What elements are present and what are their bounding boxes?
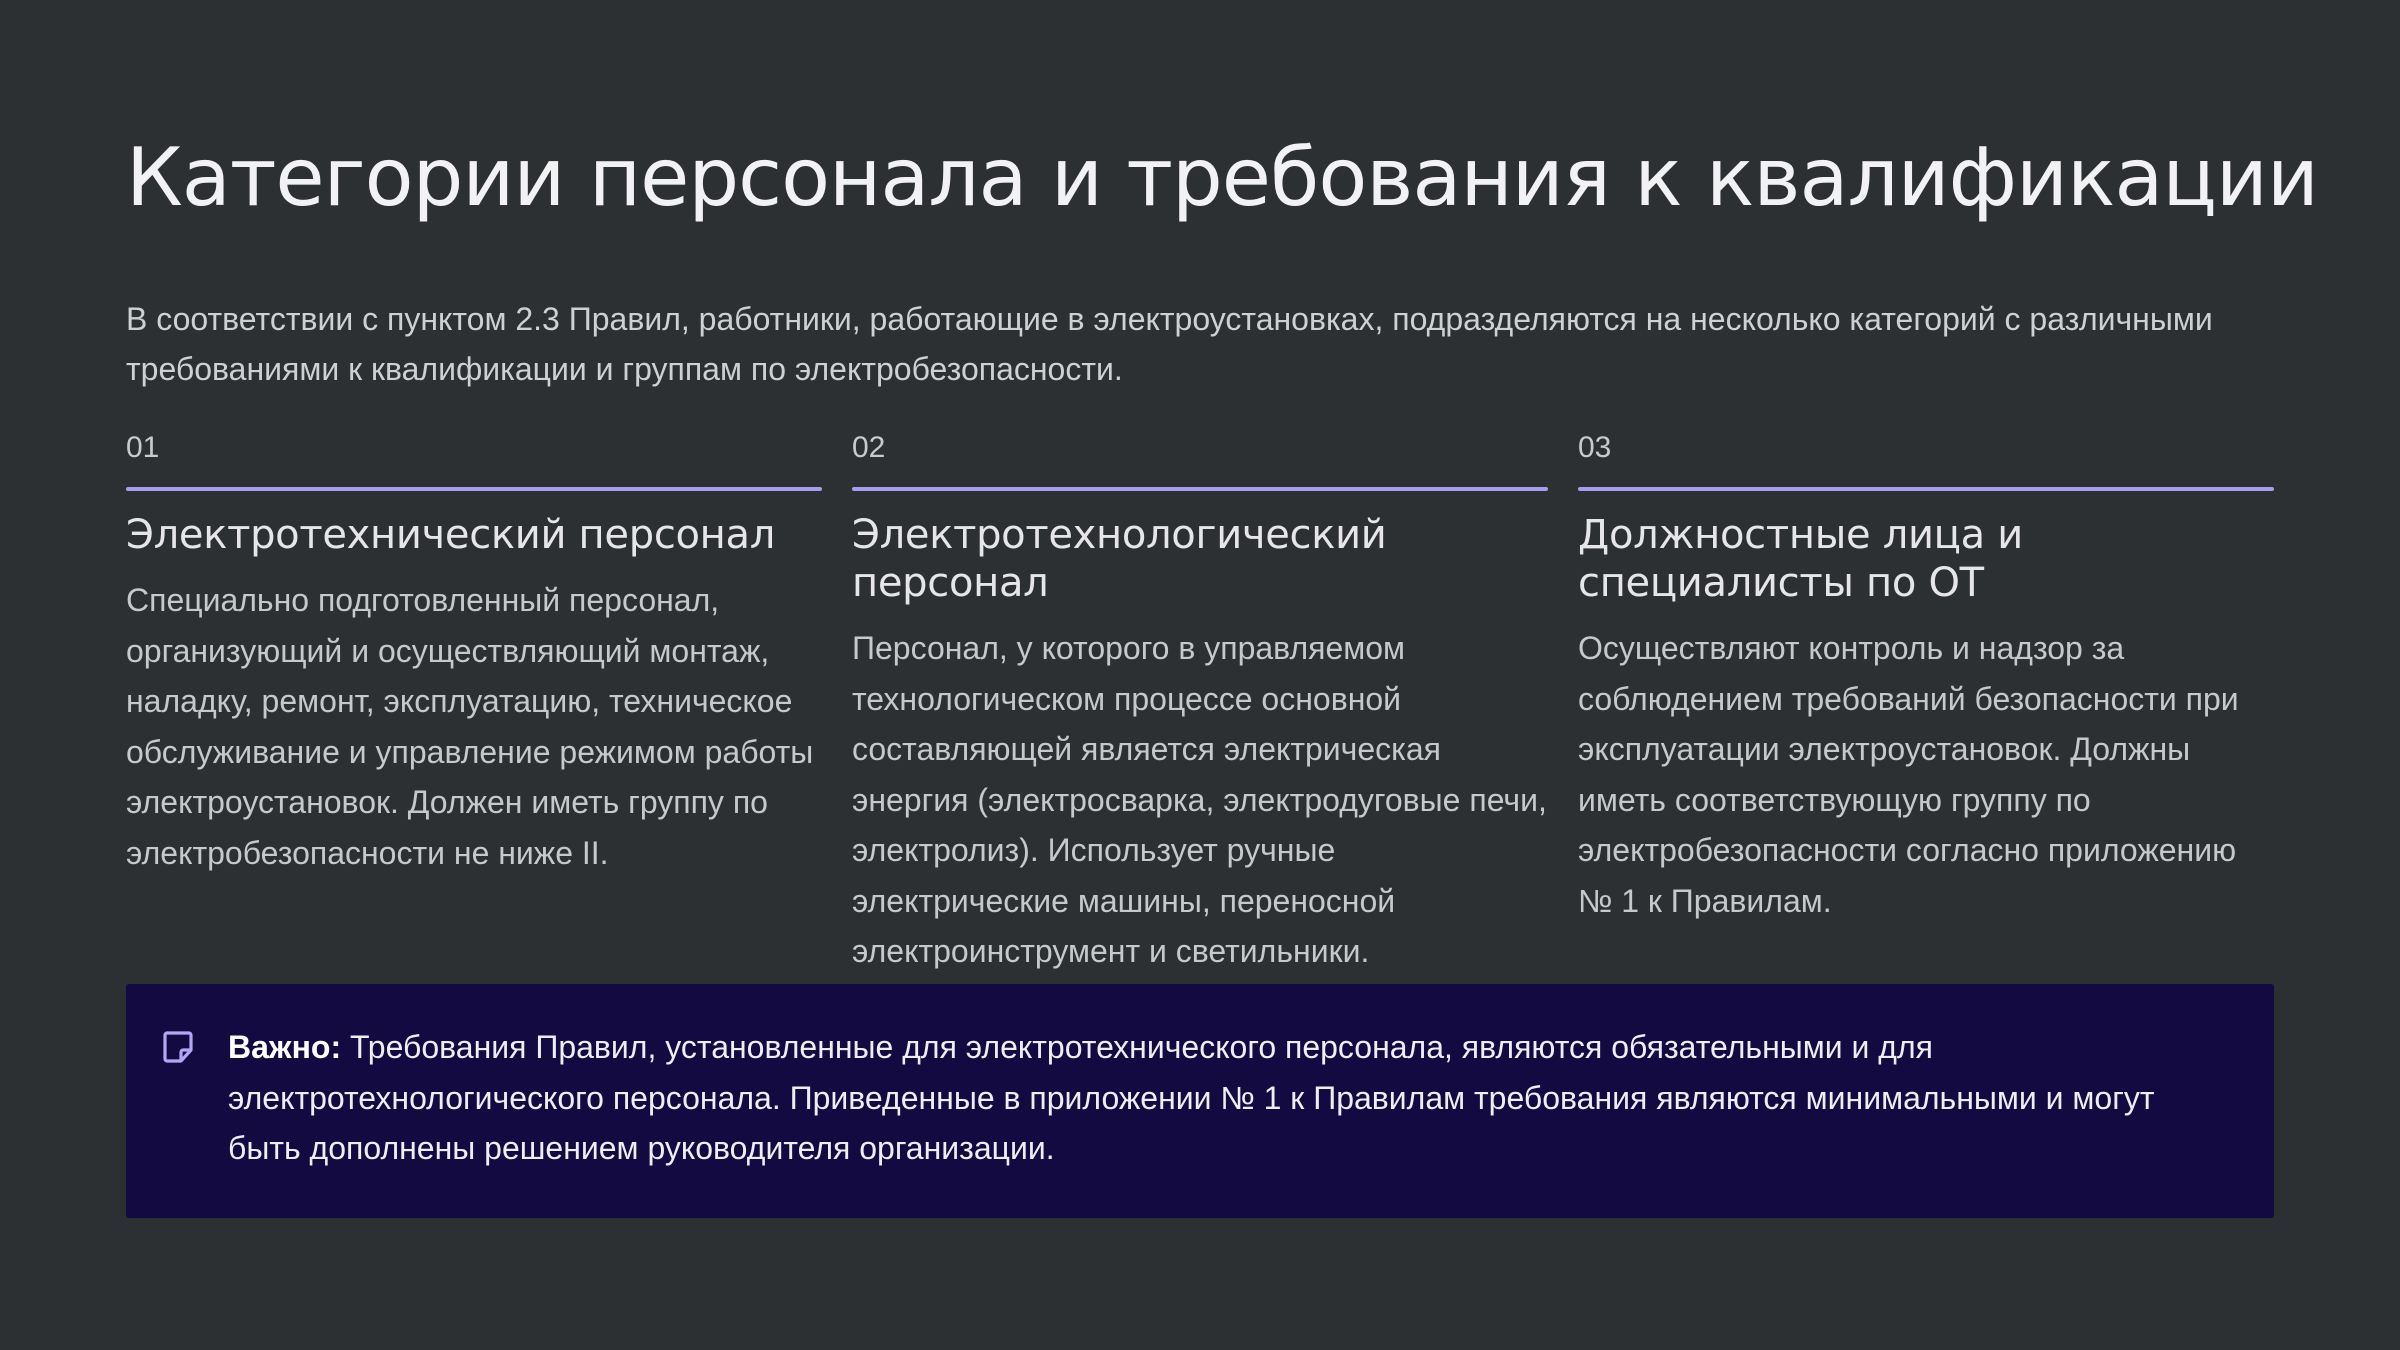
category-title: Электротехнический персонал [126, 512, 776, 558]
note-body: Требования Правил, установленные для электротехнического персонала, являются обязательными и для электротехнологического персонала. Приведенные в приложении № 1 к Правилам требования являются минимальными и могут быть дополнены решением руководителя организации. [228, 1029, 2155, 1166]
note-label: Важно: [228, 1029, 342, 1065]
category-description: Специально подготовленный персонал, организующий и осуществляющий монтаж, наладку, ремонт, эксплуатацию, техническое обслуживание и управление режимом работы электроустановок. Должен иметь группу по электробезопасности не ниже II. [126, 582, 814, 871]
category-title: Электротехнологический персонал [852, 512, 1387, 606]
accent-divider [126, 487, 822, 491]
categories-row [126, 428, 2274, 969]
category-card [126, 428, 822, 878]
important-note [126, 984, 2274, 1218]
slide [126, 0, 2318, 1350]
category-number: 03 [1578, 431, 1612, 464]
category-description: Персонал, у которого в управляемом технологическом процессе основной составляющей является электрическая энергия (электросварка, электродуговые печи, электролиз). Использует ручные электрические машины, переносной электроинструмент и светильники. [852, 630, 1547, 969]
category-title: Должностные лица и специалисты по ОТ [1578, 512, 2023, 606]
note-icon [162, 1030, 194, 1064]
note-text [228, 1022, 2228, 1174]
category-number: 02 [852, 431, 886, 464]
accent-divider [1578, 487, 2274, 491]
category-number: 01 [126, 431, 160, 464]
page-title: Категории персонала и требования к квалификации [126, 131, 2318, 224]
intro-paragraph: В соответствии с пунктом 2.3 Правил, работники, работающие в электроустановках, подразделяются на несколько категорий с различными требованиями к квалификации и группам по электробезопасности. [126, 301, 2213, 387]
category-card [1578, 428, 2274, 926]
category-description: Осуществляют контроль и надзор за соблюдением требований безопасности при эксплуатации электроустановок. Должны иметь соответствующую группу по электробезопасности согласно приложению № 1 к Правилам. [1578, 630, 2239, 919]
accent-divider [852, 487, 1548, 491]
category-card [852, 428, 1548, 977]
